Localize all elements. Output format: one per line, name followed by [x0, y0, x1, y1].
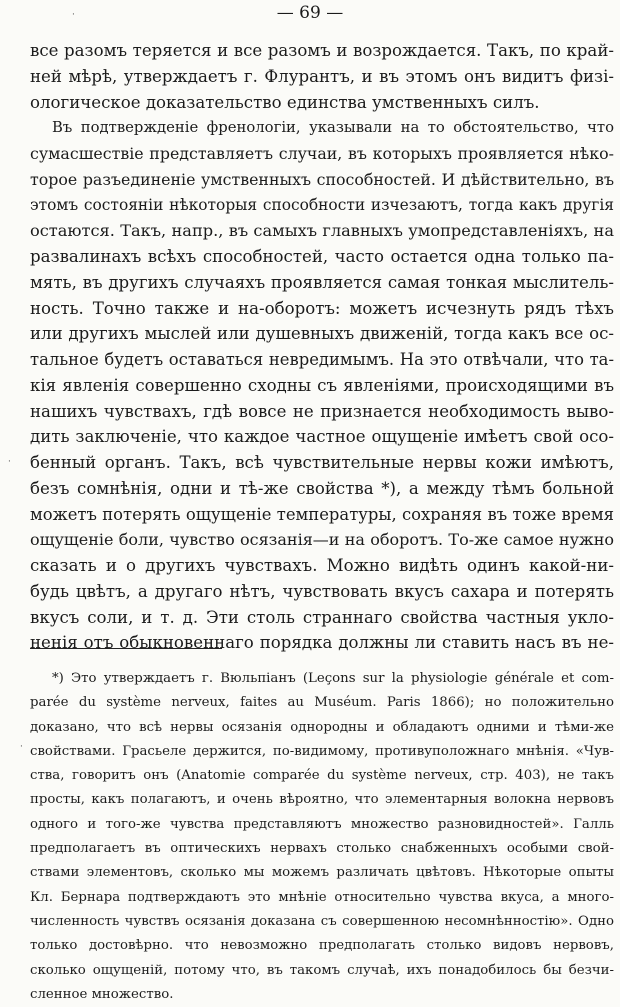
footnote-line: Кл. Бернара подтверждаютъ это мнѣніе относительно чувства вкуса, а много-: [30, 889, 614, 905]
page-number: — 69 —: [276, 3, 344, 23]
footnote-divider: [30, 648, 222, 649]
footnote-line: просты, какъ полагаютъ, и очень вѣроятно, что элементарныя волокна нервовъ: [30, 792, 614, 808]
text-line: мять, въ другихъ случаяхъ проявляется самая тонкая мыслитель-: [30, 272, 614, 292]
footnote-line: сколько ощущеній, потому что, въ такомъ случаѣ, ихъ понадобилось бы безчи-: [30, 962, 614, 978]
text-line: все разомъ теряется и все разомъ и возрождается. Такъ, по край-: [30, 41, 614, 60]
text-line: вкусъ соли, и т. д. Эти столь страннаго свойства частныя уклo-: [30, 607, 614, 627]
footnote-line: одного и того-же чувства представляютъ множество разновидностей». Галль: [30, 816, 614, 832]
text-line: тальное будетъ оставаться невредимымъ. На это отвѣчали, что та-: [30, 350, 614, 369]
footnote-line: ствами элементовъ, сколько мы можемъ различать цвѣтовъ. Нѣкоторые опыты: [30, 865, 614, 881]
text-line: этомъ состояніи нѣкоторыя способности изчезаютъ, тогда какъ другія: [30, 195, 614, 214]
ink-speck: ·: [8, 457, 11, 467]
text-line: торое разъединеніе умственныхъ способностей. И дѣйствительно, въ: [30, 169, 614, 189]
footnote-line: доказано, что всѣ нервы осязанія однородны и обладаютъ одними и тѣми-же: [30, 719, 614, 735]
text-line: нашихъ чувствахъ, гдѣ вовсе не признается необходимость выво-: [30, 401, 614, 421]
text-line: или другихъ мыслей или душевныхъ движеній, тогда какъ все ос-: [30, 324, 614, 344]
text-line: Въ подтвержденіе френологіи, указывали на то обстоятельство, что: [52, 119, 614, 137]
ink-speck: ·: [72, 10, 75, 20]
text-line: сумасшествіе представляетъ случаи, въ которыхъ проявляется нѣко-: [30, 144, 614, 163]
text-line: кія явленія совершенно сходны съ явленіями, происходящими въ: [30, 375, 614, 395]
text-line: ненія отъ обыкновеннаго порядка должны ли ставить насъ въ не-: [30, 633, 614, 653]
footnote-line: parée du système nerveux, faites au Muséum. Paris 1866); но положительно: [30, 695, 614, 711]
footnote-line: сленное множество.: [30, 986, 174, 1002]
footnote-line: *) Это утверждаетъ г. Вюльпіанъ (Leçons sur la physiologie générale et com-: [52, 671, 614, 686]
ink-speck: ·: [20, 742, 23, 752]
text-line: ологическое доказательство единства умственныхъ силъ.: [30, 92, 540, 112]
text-line: будь цвѣтъ, а другаго нѣтъ, чувствовать вкусъ сахара и потерять: [30, 581, 614, 601]
footnote-line: только достовѣрно. что невозможно предполагать столько видовъ нервовъ,: [30, 938, 614, 954]
text-line: развалинахъ всѣхъ способностей, часто остается одна только па-: [30, 247, 614, 266]
text-line: остаются. Такъ, напр., въ самыхъ главныхъ умопредставленіяхъ, на: [30, 221, 614, 241]
footnote-line: предполагаетъ въ оптическихъ нервахъ столько снабженныхъ особыми свой-: [30, 841, 614, 857]
text-line: дить заключеніе, что каждое частное ощущеніе имѣетъ свой осо-: [30, 427, 614, 447]
text-line: сказать и о другихъ чувствахъ. Можно видѣть одинъ какой-ни-: [30, 556, 614, 575]
footnote-line: свойствами. Грасьеле держится, по-видимому, противуположнаго мнѣнія. «Чув-: [30, 743, 614, 759]
footnote-line: ства, говоритъ онъ (Anatomie comparée du système nerveux, стр. 403), не такъ: [30, 768, 614, 784]
text-line: можетъ потерять ощущеніе температуры, сохраняя въ тоже время: [30, 504, 614, 524]
main-text: [30, 38, 614, 656]
text-line: ощущеніе боли, чувство осязанія—и на оборотъ. То-же самое нужно: [30, 530, 614, 550]
footnote: [30, 667, 614, 1007]
text-line: ность. Точно также и на-оборотъ: можетъ исчезнуть рядъ тѣхъ: [30, 298, 614, 318]
text-line: ней мѣрѣ, утверждаетъ г. Флурантъ, и въ этомъ онъ видитъ физі-: [30, 66, 614, 86]
text-line: бенный органъ. Такъ, всѣ чувствительные нервы кожи имѣютъ,: [30, 453, 614, 472]
footnote-line: численность чувствъ осязанія доказана съ совершенною несомнѣнностію». Одно: [30, 913, 614, 929]
text-line: безъ сомнѣнія, одни и тѣ-же свойства *), а между тѣмъ больной: [30, 478, 614, 498]
